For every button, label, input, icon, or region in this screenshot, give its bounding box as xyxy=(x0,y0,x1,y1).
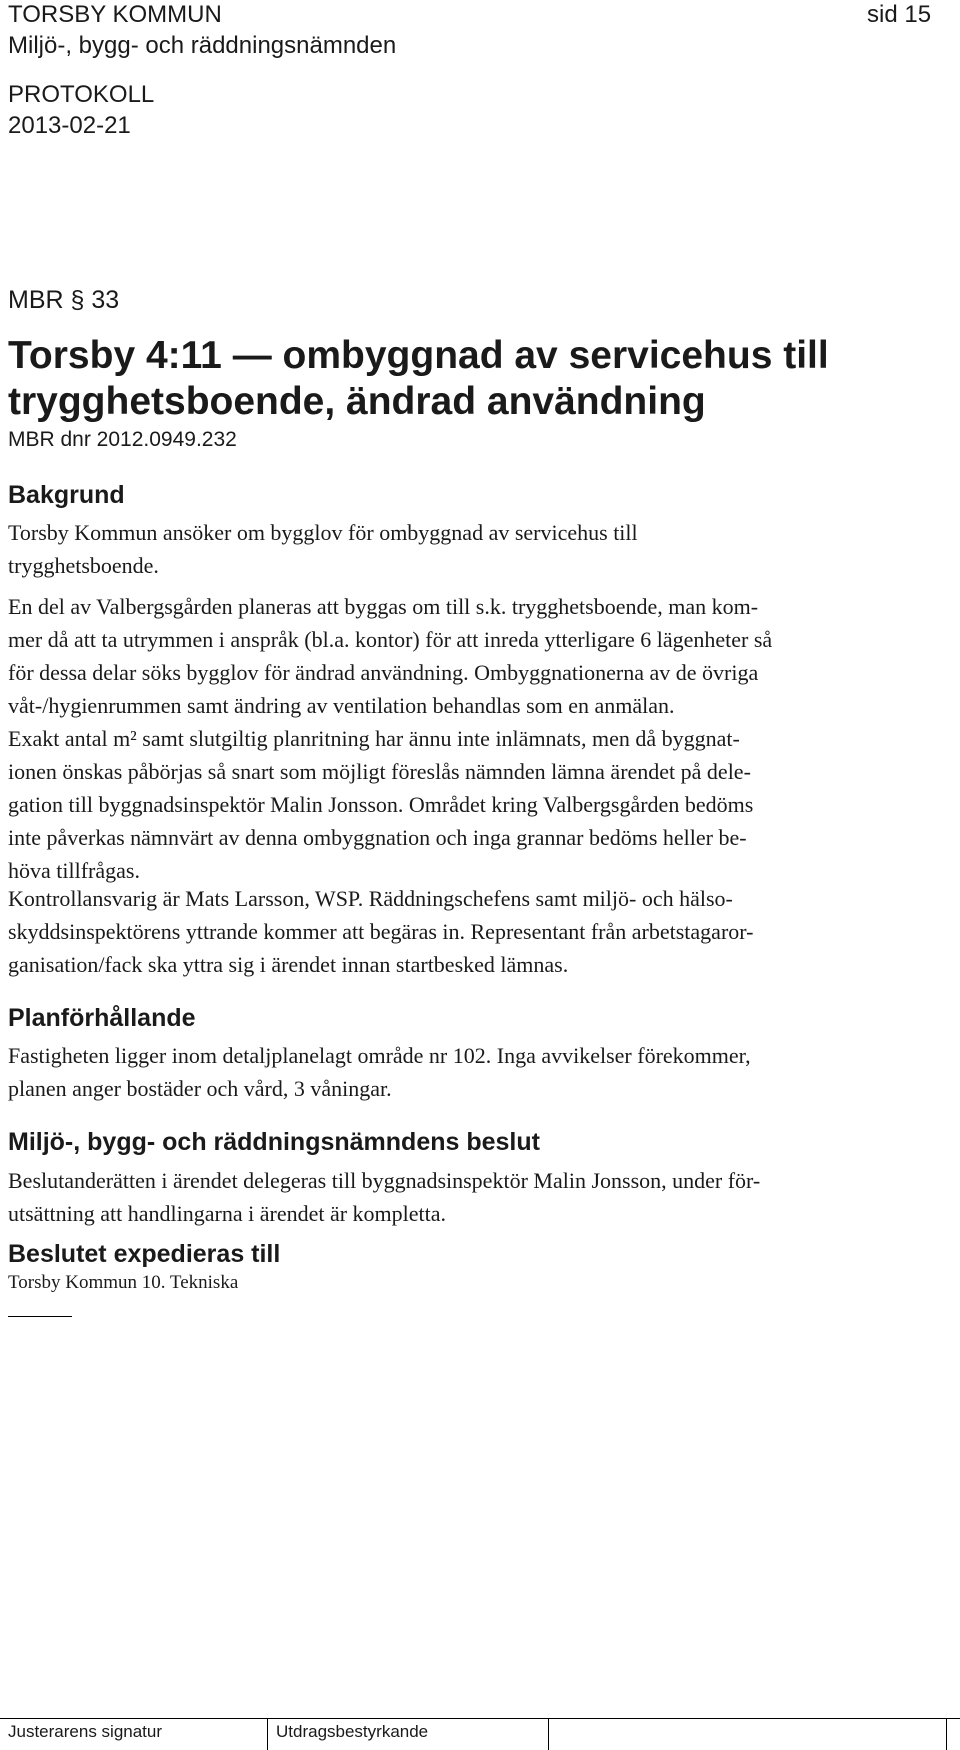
text-line: planen anger bostäder och vård, 3 våningar. xyxy=(8,1076,392,1101)
doc-type: PROTOKOLL xyxy=(8,81,155,108)
bakgrund-paragraph-1 xyxy=(8,516,953,582)
bakgrund-paragraph-3 xyxy=(8,722,953,887)
text-line: Kontrollansvarig är Mats Larsson, WSP. Räddningschefens samt miljö- och hälso- xyxy=(8,886,733,911)
item-title xyxy=(8,333,829,425)
text-line: trygghetsboende. xyxy=(8,553,159,578)
case-number: MBR dnr 2012.0949.232 xyxy=(8,428,237,451)
org-name: TORSBY KOMMUN xyxy=(8,1,222,28)
text-line: Exakt antal m² samt slutgiltig planritning har ännu inte inlämnats, men då byggnat- xyxy=(8,726,740,751)
paragraph-number: MBR § 33 xyxy=(8,286,120,314)
section-planforhallande xyxy=(8,1003,196,1033)
committee-name: Miljö-, bygg- och räddningsnämnden xyxy=(8,32,397,59)
end-rule xyxy=(8,1316,72,1317)
extract-label: Utdragsbestyrkande xyxy=(276,1722,429,1741)
signature-label: Justerarens signatur xyxy=(8,1722,163,1741)
footer-divider-1 xyxy=(267,1718,268,1750)
section-heading: Miljö-, bygg- och räddningsnämndens beslut xyxy=(8,1128,540,1156)
page-number: sid 15 xyxy=(867,1,932,28)
text-line: gation till byggnadsinspektör Malin Jonsson. Området kring Valbergsgården bedöms xyxy=(8,792,754,817)
text-line: Fastigheten ligger inom detaljplanelagt område nr 102. Inga avvikelser förekommer, xyxy=(8,1043,751,1068)
text-line: utsättning att handlingarna i ärendet är kompletta. xyxy=(8,1201,447,1226)
section-heading: Beslutet expedieras till xyxy=(8,1240,281,1268)
text-line: Beslutanderätten i ärendet delegeras till byggnadsinspektör Malin Jonsson, under för- xyxy=(8,1168,761,1193)
distribution-list: Torsby Kommun 10. Tekniska xyxy=(8,1272,239,1293)
footer-divider-2 xyxy=(548,1718,549,1750)
meeting-date: 2013-02-21 xyxy=(8,112,131,139)
text-line: ganisation/fack ska yttra sig i ärendet innan startbesked lämnas. xyxy=(8,952,569,977)
item-title-line-2: trygghetsboende, ändrad användning xyxy=(8,380,706,423)
text-line: skyddsinspektörens yttrande kommer att begäras in. Representant från arbetstagaror- xyxy=(8,919,754,944)
text-line: våt-/hygienrummen samt ändring av ventilation behandlas som en anmälan. xyxy=(8,693,675,718)
text-line: mer då att ta utrymmen i anspråk (bl.a. kontor) för att inreda ytterligare 6 lägenheter så xyxy=(8,627,773,652)
bakgrund-paragraph-2 xyxy=(8,590,953,722)
planforhallande-paragraph xyxy=(8,1039,953,1105)
text-line: höva tillfrågas. xyxy=(8,858,140,883)
section-bakgrund xyxy=(8,480,125,510)
footer-divider-3 xyxy=(946,1718,947,1750)
section-beslut xyxy=(8,1127,540,1157)
section-heading: Planförhållande xyxy=(8,1004,196,1032)
footer-top-rule xyxy=(0,1718,960,1719)
text-line: ionen önskas påbörjas så snart som möjligt föreslås nämnden lämna ärendet på dele- xyxy=(8,759,751,784)
section-expedieras xyxy=(8,1239,280,1269)
item-title-line-1: Torsby 4:11 — ombyggnad av servicehus till xyxy=(8,334,829,377)
text-line: Torsby Kommun ansöker om bygglov för ombyggnad av servicehus till xyxy=(8,520,638,545)
text-line: En del av Valbergsgården planeras att byggas om till s.k. trygghetsboende, man kom- xyxy=(8,594,759,619)
section-heading: Bakgrund xyxy=(8,481,125,509)
beslut-paragraph xyxy=(8,1164,953,1230)
text-line: inte påverkas nämnvärt av denna ombyggnation och inga grannar bedöms heller be- xyxy=(8,825,747,850)
bakgrund-paragraph-4 xyxy=(8,882,953,981)
text-line: för dessa delar söks bygglov för ändrad användning. Ombyggnationerna av de övriga xyxy=(8,660,759,685)
